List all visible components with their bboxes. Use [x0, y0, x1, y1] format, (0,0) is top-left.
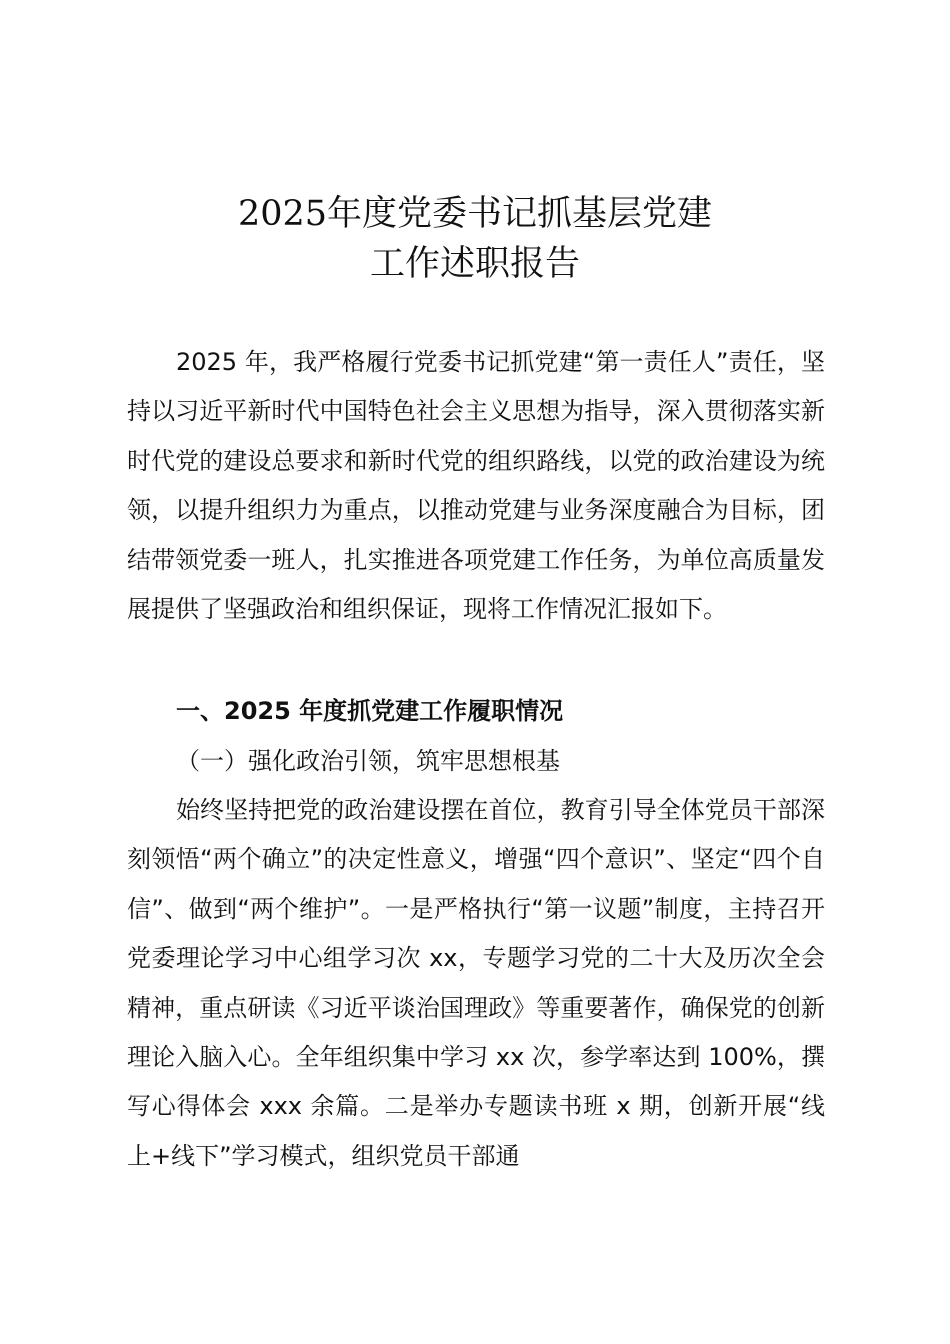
section-heading-1: 一、2025 年度抓党建工作履职情况 — [176, 697, 564, 725]
subsection-heading-1: （一）强化政治引领，筑牢思想根基 — [176, 747, 560, 775]
subsection-paragraph-1: 始终坚持把党的政治建设摆在首位，教育引导全体党员干部深刻领悟“两个确立”的决定性意义，增强“四个意识”、坚定“四个自信”、做到“两个维护”。一是严格执行“第一议题”制度，主持召开党委理论学习中心组学习次 xx，专题学习党的二十大及历次全会精神，重点研读《习近平谈治国理政》等重要著作，确保党的创新理论入脑入心。全年组织集中学习 xx 次，参学率达到 100%，撰写心得体会 xxx 余篇。二是举办专题读书班 x 期，创新开展“线上+线下”学习模式，组织党员干部通 — [127, 796, 825, 1170]
intro-paragraph: 2025 年，我严格履行党委书记抓党建“第一责任人”责任，坚持以习近平新时代中国特色社会主义思想为指导，深入贯彻落实新时代党的建设总要求和新时代党的组织路线，以党的政治建设为统领，以提升组织力为重点，以推动党建与业务深度融合为目标，团结带领党委一班人，扎实推进各项党建工作任务，为单位高质量发展提供了坚强政治和组织保证，现将工作情况汇报如下。 — [127, 348, 825, 624]
document-title-line-2: 工作述职报告 — [369, 244, 580, 284]
document-title-line-1: 2025年度党委书记抓基层党建 — [237, 194, 713, 234]
